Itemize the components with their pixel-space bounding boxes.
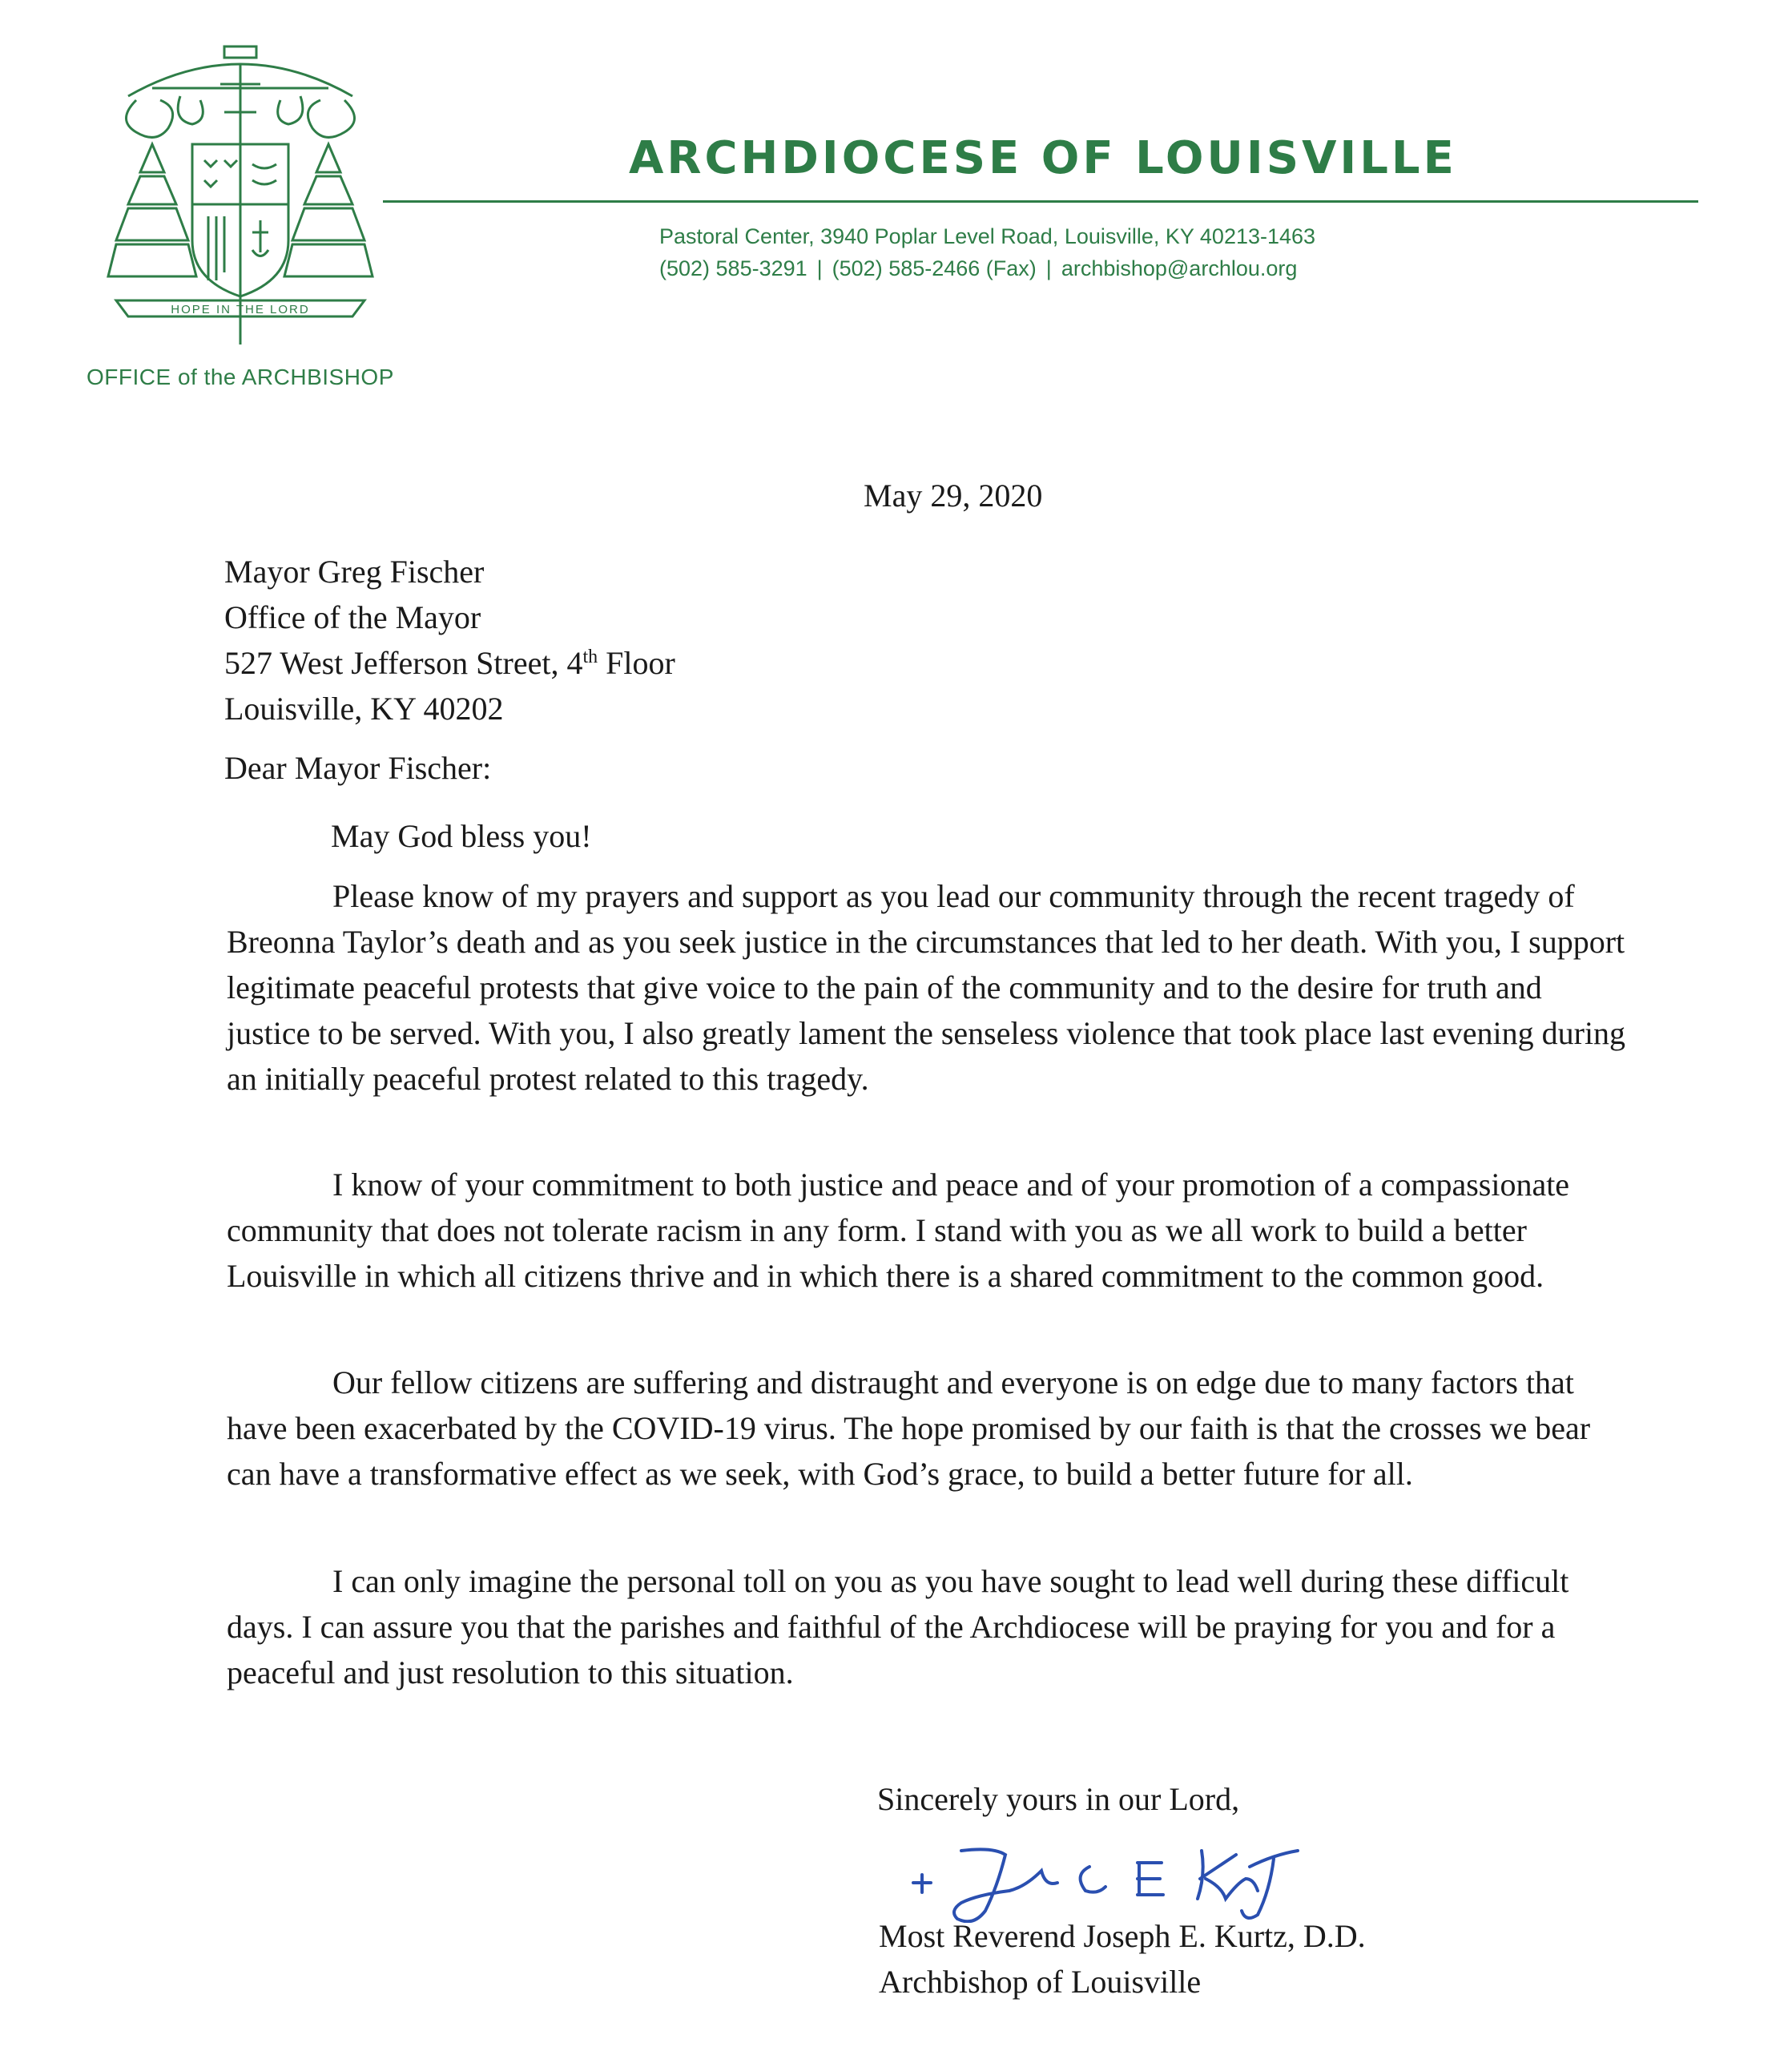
organization-name: ARCHDIOCESE OF LOUISVILLE	[629, 132, 1457, 184]
coat-of-arms-icon	[104, 40, 377, 353]
recipient-street	[224, 640, 675, 686]
street-text: 527 West Jefferson Street, 4	[224, 645, 583, 681]
office-label: OFFICE of the ARCHBISHOP	[87, 365, 394, 389]
recipient-office: Office of the Mayor	[224, 599, 481, 635]
handwritten-signature	[897, 1835, 1314, 1923]
fax-number: (502) 585-2466 (Fax)	[832, 256, 1037, 280]
recipient-address	[224, 549, 675, 731]
body-paragraph: Our fellow citizens are suffering and distraught and everyone is on edge due to many factors that have been exacerbated by the COVID-19 virus. The hope promised by our faith is that the crosses we bear can have a transformative effect as we seek, with God’s grace, to build a better future for all.	[227, 1364, 1591, 1492]
recipient-city: Louisville, KY 40202	[224, 691, 504, 727]
contact-line	[659, 256, 1297, 281]
signer-block	[879, 1913, 1366, 2005]
recipient-name: Mayor Greg Fischer	[224, 554, 485, 590]
crest-motto: HOPE IN THE LORD	[171, 303, 310, 316]
email-address: archbishop@archlou.org	[1061, 256, 1298, 280]
body-paragraph: I can only imagine the personal toll on you as you have sought to lead well during these difficult days. I can assure you that the parishes and faithful of the Archdiocese will be praying for you and for a peaceful and just resolution to this situation.	[227, 1563, 1569, 1690]
body-paragraph: I know of your commitment to both justice and peace and of your promotion of a compassionate community that does not tolerate racism in any form. I stand with you as we all work to build a better Louisville in which all citizens thrive and in which there is a shared commitment to the common good.	[227, 1167, 1570, 1294]
salutation: Dear Mayor Fischer:	[224, 750, 492, 786]
street-suffix: Floor	[598, 645, 675, 681]
separator: |	[816, 256, 823, 280]
signer-name: Most Reverend Joseph E. Kurtz, D.D.	[879, 1918, 1366, 1954]
address-line: Pastoral Center, 3940 Poplar Level Road, Louisville, KY 40213-1463	[659, 224, 1316, 248]
street-superscript: th	[582, 647, 598, 667]
blessing: May God bless you!	[331, 818, 592, 854]
letterhead-rule	[383, 200, 1698, 203]
body-paragraph: Please know of my prayers and support as you lead our community through the recent tragedy of Breonna Taylor’s death and as you seek justice in the circumstances that led to her death. With you, I support legitimate peaceful protests that give voice to the pain of the community and to the desire for truth and justice to be served. With you, I also greatly lament the senseless violence that took place last evening during an initially peaceful protest related to this tragedy.	[227, 878, 1626, 1097]
closing: Sincerely yours in our Lord,	[877, 1781, 1240, 1817]
phone-number: (502) 585-3291	[659, 256, 807, 280]
signer-title: Archbishop of Louisville	[879, 1964, 1202, 2000]
letter-date: May 29, 2020	[864, 477, 1043, 514]
separator: |	[1045, 256, 1052, 280]
